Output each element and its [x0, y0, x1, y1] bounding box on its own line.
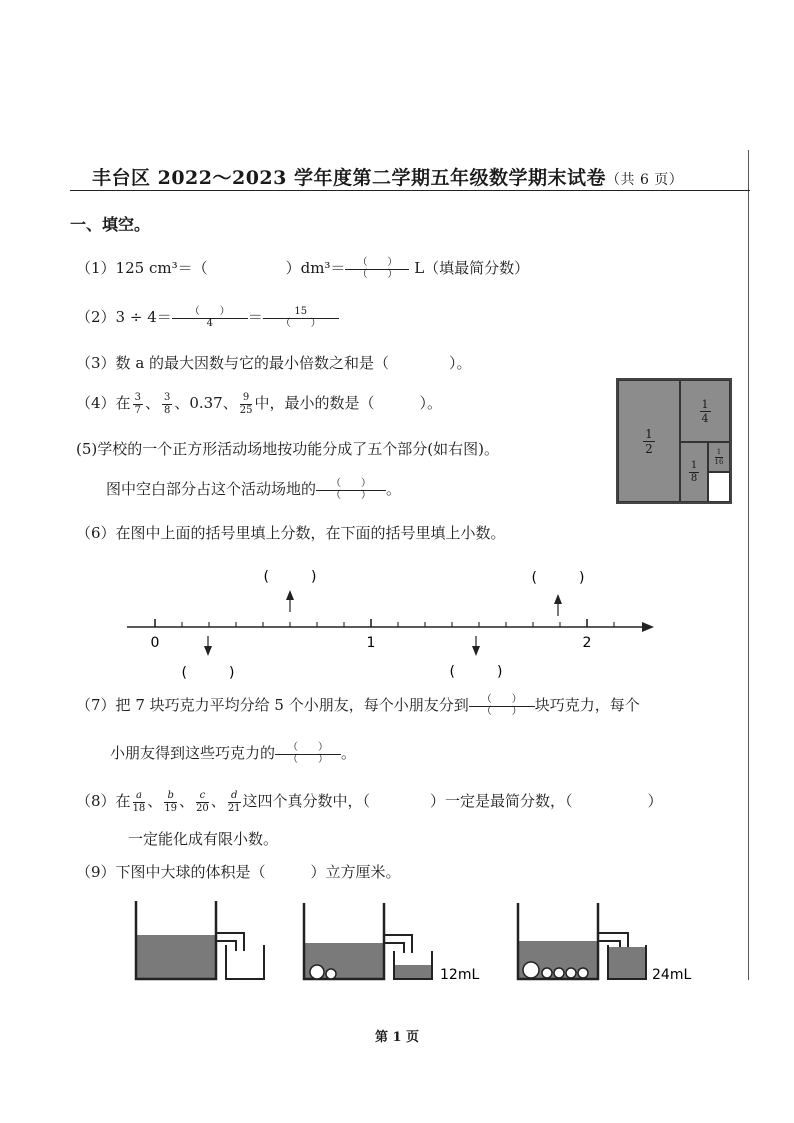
small-ball-icon: [566, 968, 576, 978]
containers-figure: [0, 895, 794, 995]
down-arrow-icon: [204, 646, 212, 656]
fraction: $\frac{a}{18}$: [132, 789, 146, 814]
question-8-line2: 一定能化成有限小数。: [128, 830, 279, 848]
question-1: （1）125 cm³＝（ ）dm³＝ （ ） （ ） L（填最简分数）: [76, 257, 530, 280]
up-arrow-icon: [286, 590, 294, 600]
small-ball-icon: [578, 968, 588, 978]
top-bracket-2: ( ): [531, 570, 585, 586]
fraction: $\frac{d}{21}$: [227, 789, 241, 814]
title-underline: [70, 190, 750, 191]
half-region: $\frac{1}{2}$: [618, 380, 680, 502]
container-3-label: 24mL: [652, 967, 692, 983]
page-number: 第 1 页: [374, 1030, 420, 1045]
tick-label-0: 0: [150, 635, 160, 651]
bottom-bracket-1: ( ): [181, 665, 235, 681]
title-text: 丰台区 2022～2023 学年度第二学期五年级数学期末试卷: [92, 167, 606, 189]
small-ball-icon: [554, 968, 564, 978]
answer-fraction-blank[interactable]: （ ） （ ）: [275, 743, 341, 765]
fraction: $\frac{3}{7}$: [134, 391, 141, 416]
top-bracket-1: ( ): [263, 569, 317, 585]
question-7: （7）把 7 块巧克力平均分给 5 个小朋友，每个小朋友分到 （ ） （ ） 块巧克力，每个: [76, 694, 640, 717]
question-8: （8）在 $\frac{a}{18}$ 、 $\frac{b}{19}$ 、 $\frac{c}{20}$ 、 $\frac{d}{21}$ 这四个真分数中，（ ）一定是最简分数，（ ）: [76, 789, 663, 814]
question-5-line2: 图中空白部分占这个活动场地的 （ ） （ ） 。: [106, 478, 402, 501]
section-title: 一、填空。: [70, 215, 151, 234]
answer-fraction-blank[interactable]: （ ） （ ）: [316, 479, 386, 501]
bottom-bracket-2: ( ): [449, 664, 503, 680]
answer-fraction-blank[interactable]: （ ） 4: [172, 307, 248, 329]
question-6: （6）在图中上面的括号里填上分数，在下面的括号里填上小数。: [76, 524, 506, 542]
sixteenth-region: $\frac{1}{16}$: [708, 442, 730, 472]
question-7-line2: 小朋友得到这些巧克力的 （ ） （ ） 。: [110, 742, 357, 765]
fraction: $\frac{3}{8}$: [163, 391, 171, 416]
question-2: （2）3 ÷ 4＝ （ ） 4 ＝ 15 （ ）: [76, 306, 339, 329]
container-1: [136, 901, 264, 979]
page-count-note: （共 6 页）: [606, 172, 684, 188]
tick-marks: [155, 619, 614, 627]
blank-region: [708, 472, 730, 502]
container-2: [304, 903, 479, 983]
number-line-figure: [0, 560, 794, 690]
square-field-figure: [616, 378, 732, 504]
fraction: $\frac{9}{25}$: [239, 391, 253, 416]
axis-arrow-icon: [642, 622, 654, 632]
down-arrow-icon: [472, 646, 480, 656]
big-ball-icon: [523, 962, 539, 978]
answer-fraction-blank[interactable]: 15 （ ）: [263, 307, 339, 329]
fraction: $\frac{b}{19}$: [164, 789, 178, 814]
big-ball-icon: [310, 965, 324, 979]
small-ball-icon: [326, 969, 336, 979]
question-5: (5)学校的一个正方形活动场地按功能分成了五个部分(如右图)。: [76, 440, 499, 458]
question-3: （3）数 a 的最大因数与它的最小倍数之和是（ ）。: [76, 354, 472, 372]
container-2-label: 12mL: [440, 967, 480, 983]
exam-title: [92, 163, 683, 190]
question-4: （4）在 $\frac{3}{7}$ 、 $\frac{3}{8}$ 、0.37、 $\frac{9}{25}$ 中，最小的数是（ ）。: [76, 391, 442, 416]
answer-fraction-blank[interactable]: （ ） （ ）: [469, 695, 535, 717]
tick-label-1: 1: [366, 635, 376, 651]
up-arrow-icon: [554, 594, 562, 604]
fraction: $\frac{c}{20}$: [196, 789, 209, 814]
answer-fraction-blank[interactable]: （ ） （ ）: [345, 258, 409, 280]
small-ball-icon: [542, 968, 552, 978]
tick-label-2: 2: [582, 635, 592, 651]
container-3: [518, 903, 691, 983]
quarter-region: $\frac{1}{4}$: [680, 380, 730, 442]
eighth-region: $\frac{1}{8}$: [680, 442, 708, 502]
question-9: （9）下图中大球的体积是（ ）立方厘米。: [76, 863, 401, 881]
